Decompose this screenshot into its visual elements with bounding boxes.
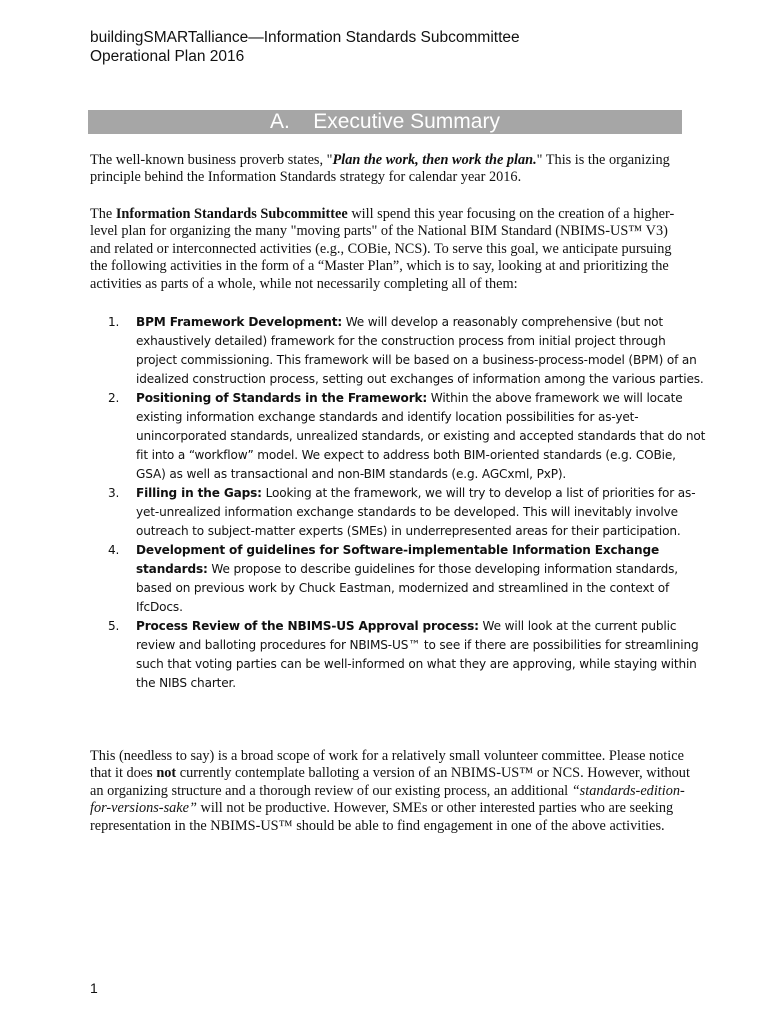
- closing-text-mid: currently contemplate balloting a version of an NBIMS-US™ or NCS. However, without an organizing structure and a thorough review of our existing process, an additional: [90, 765, 690, 799]
- activity-item: [108, 389, 708, 484]
- activity-number: 5.: [108, 619, 120, 633]
- activity-title: Development of guidelines for Software-implementable Information Exchange standards:: [136, 543, 660, 576]
- activity-title: Process Review of the NBIMS-US Approval process:: [136, 619, 479, 633]
- activity-text: Within the above framework we will locate existing information exchange standards and identify location possibilities for as-yet-unincorporated standards, unrealized standards, or existing and accepted standards that do not fit into a “workflow” model. We expect to address both BIM-oriented standards (e.g. COBie, GSA) as well as transactional and non-BIM standards (e.g. AGCxml, PxP).: [136, 391, 706, 481]
- activity-item: [108, 617, 708, 693]
- activity-item: [108, 541, 708, 617]
- activity-text: We propose to describe guidelines for those developing information standards, based on previous work by Chuck Eastman, modernized and streamlined in the context of IfcDocs.: [136, 562, 678, 614]
- activity-item: [108, 313, 708, 389]
- activity-number: 3.: [108, 486, 120, 500]
- closing-not-emphasis: not: [156, 765, 177, 782]
- activity-number: 4.: [108, 543, 120, 557]
- plan-paragraph: [90, 206, 690, 293]
- closing-text-pre: This (needless to say) is a broad scope of work for a relatively small volunteer committee. Please notice that it does: [90, 748, 684, 782]
- intro-text-post: " This is the organizing principle behind the Information Standards strategy for calendar year 2016.: [90, 152, 670, 186]
- activity-title: BPM Framework Development:: [136, 315, 343, 329]
- activity-list: [108, 313, 708, 693]
- page-number: 1: [90, 980, 98, 996]
- activity-title: Filling in the Gaps:: [136, 486, 262, 500]
- plan-subcommittee-name: Information Standards Subcommittee: [115, 206, 348, 222]
- plan-text-pre: The: [90, 206, 116, 222]
- activity-title: Positioning of Standards in the Framework:: [136, 391, 428, 405]
- intro-text-pre: The well-known business proverb states, ": [90, 152, 333, 168]
- header-line-1: buildingSMARTalliance—Information Standards Subcommittee: [90, 29, 520, 46]
- closing-paragraph: [90, 748, 690, 835]
- activity-number: 1.: [108, 315, 120, 329]
- activity-item: [108, 484, 708, 541]
- intro-proverb: Plan the work, then work the plan.: [332, 152, 537, 168]
- section-title-banner: [88, 110, 682, 134]
- intro-paragraph: [90, 152, 690, 187]
- page-header: [90, 28, 520, 66]
- activity-number: 2.: [108, 391, 120, 405]
- plan-text-post: will spend this year focusing on the creation of a higher-level plan for organizing the many "moving parts" of the National BIM Standard (NBIMS-US™ V3) and related or interconnected activities (e.g., COBie, NCS). To serve this goal, we anticipate pursuing the following activities in the form of a “Master Plan”, which is to say, looking at and prioritizing the activities as parts of a whole, while not necessarily completing all of them:: [90, 206, 675, 292]
- closing-text-post: will not be productive. However, SMEs or other interested parties who are seeking representation in the NBIMS-US™ should be able to find engagement in one of the above activities.: [90, 800, 674, 834]
- header-line-2: Operational Plan 2016: [90, 48, 245, 65]
- section-title: A. Executive Summary: [270, 110, 500, 133]
- activity-text: We will look at the current public review and balloting procedures for NBIMS-US™ to see if there are possibilities for streamlining such that voting parties can be well-informed on what they are approving, while staying within the NIBS charter.: [136, 619, 699, 690]
- activity-text: Looking at the framework, we will try to develop a list of priorities for as-yet-unrealized information exchange standards to be developed. This will inevitably involve outreach to subject-matter experts (SMEs) in underrepresented areas for their participation.: [136, 486, 696, 538]
- closing-quote: “standards-edition-for-versions-sake”: [90, 782, 685, 817]
- activity-text: We will develop a reasonably comprehensive (but not exhaustively detailed) framework for the construction process from initial project through project commissioning. This framework will be based on a business-process-model (BPM) of an idealized construction process, setting out exchanges of information among the various parties.: [136, 315, 704, 386]
